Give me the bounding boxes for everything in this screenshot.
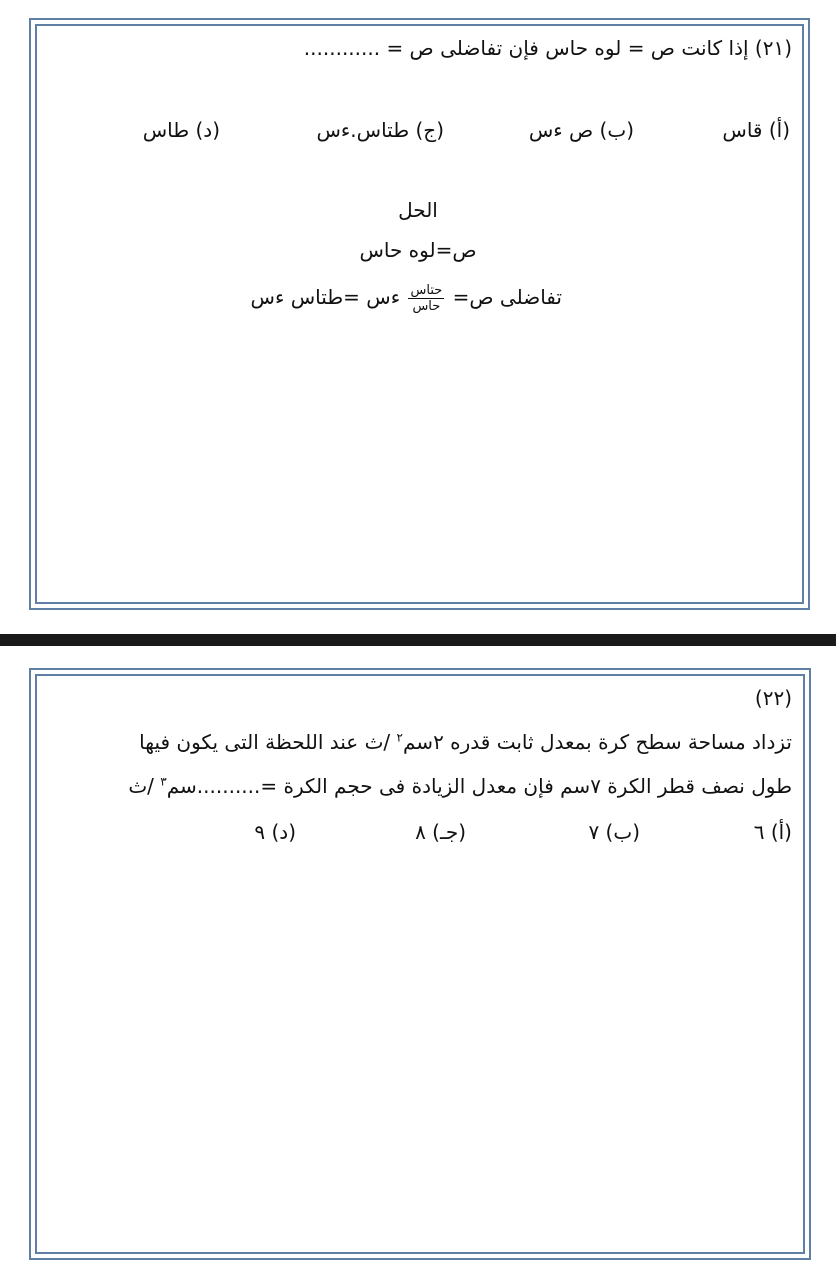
q22-choice-b: (ب) ٧	[588, 820, 640, 844]
q22-line1-text-b: /ث عند اللحظة التى يكون فيها	[139, 730, 397, 754]
q22-line2-superscript: ٣	[160, 774, 167, 789]
bottom-frame-inner	[35, 674, 805, 1254]
q22-line2-text-b: /ث	[128, 774, 161, 798]
q21-fraction-denominator: حاس	[412, 299, 441, 314]
top-sheet	[0, 0, 836, 634]
q22-choice-d: (د) ٩	[254, 820, 296, 844]
q21-choice-a: (أ) قاس	[722, 118, 790, 142]
q21-solution-heading: الحل	[398, 198, 438, 222]
q22-choice-c: (جـ) ٨	[415, 820, 466, 844]
q21-choice-b: (ب) ص ءس	[528, 118, 634, 142]
q21-solution-line2-suffix: ءس =طتاس ءس	[250, 285, 401, 309]
q21-choice-c: (ج) طتاس.ءس	[316, 118, 444, 142]
q21-question: (٢١) إذا كانت ص = لوه حاس فإن تفاضلى ص = ............	[303, 36, 792, 60]
bottom-sheet	[0, 646, 836, 1280]
q21-choice-d: (د) طاس	[142, 118, 220, 142]
q22-line1-text-a: تزداد مساحة سطح كرة بمعدل ثابت قدره ٢سم	[402, 730, 792, 754]
q22-choice-a: (أ) ٦	[753, 820, 792, 844]
q22-line1-superscript: ٢	[396, 730, 403, 745]
q22-line1	[139, 730, 792, 754]
q21-solution-line2	[251, 283, 562, 314]
page-divider	[0, 634, 836, 646]
top-frame-inner	[35, 24, 804, 604]
q21-fraction-numerator: حتاس	[410, 283, 443, 298]
q22-number: (٢٢)	[754, 686, 792, 710]
q21-solution-line1: ص=لوه حاس	[359, 238, 477, 262]
q21-solution-line2-prefix: تفاضلى ص=	[452, 285, 562, 309]
q21-solution-fraction	[408, 283, 444, 314]
q22-line2-text-a: طول نصف قطر الكرة ٧سم فإن معدل الزيادة فى حجم الكرة =..........سم	[166, 774, 792, 798]
q22-line2	[128, 774, 792, 798]
